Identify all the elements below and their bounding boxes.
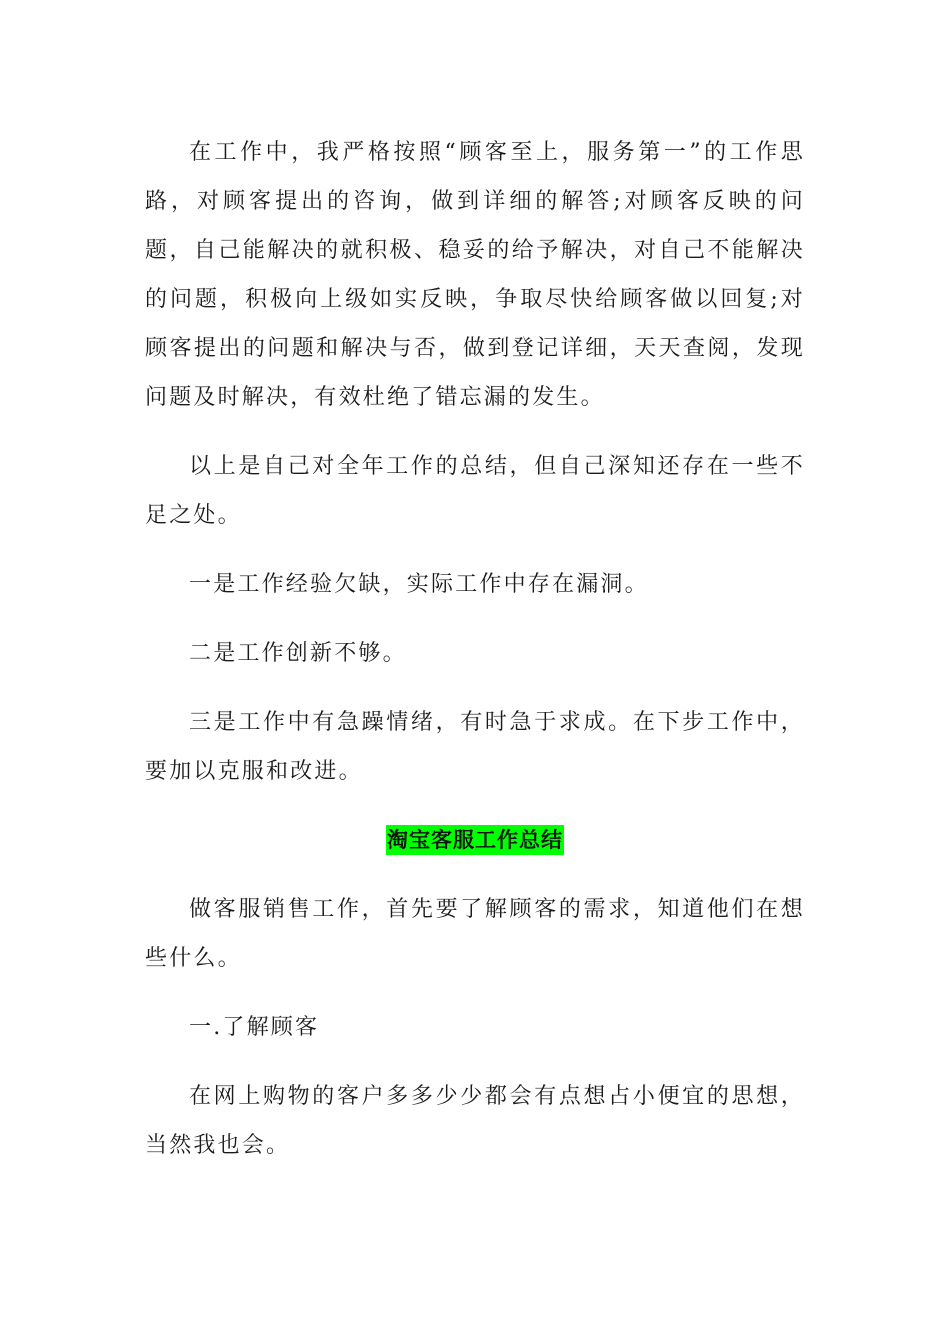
paragraph-customer-mindset: 在网上购物的客户多多少少都会有点想占小便宜的思想，当然我也会。	[145, 1084, 805, 1158]
paragraph-shortcoming-1: 一是工作经验欠缺，实际工作中存在漏洞。	[189, 572, 649, 597]
section-heading: 淘宝客服工作总结	[386, 825, 564, 855]
document-body	[145, 128, 805, 1190]
paragraph-shortcoming-3: 三是工作中有急躁情绪，有时急于求成。在下步工作中，要加以克服和改进。	[145, 710, 805, 784]
paragraph-summary-shortcomings: 以上是自己对全年工作的总结，但自己深知还存在一些不足之处。	[145, 454, 805, 528]
paragraph-shortcoming-2: 二是工作创新不够。	[189, 641, 407, 666]
paragraph-work-approach: 在工作中，我严格按照“顾客至上，服务第一”的工作思路，对顾客提出的咨询，做到详细的解答;对顾客反映的问题，自己能解决的就积极、稳妥的给予解决，对自己不能解决的问题，积极向上级如实反映，争取尽快给顾客做以回复;对顾客提出的问题和解决与否，做到登记详细，天天查阅，发现问题及时解决，有效杜绝了错忘漏的发生。	[145, 140, 805, 410]
section-heading-wrap	[145, 816, 805, 865]
paragraph-subheading-understand-customers: 一.了解顾客	[189, 1015, 320, 1040]
paragraph-intro: 做客服销售工作，首先要了解顾客的需求，知道他们在想些什么。	[145, 897, 805, 971]
